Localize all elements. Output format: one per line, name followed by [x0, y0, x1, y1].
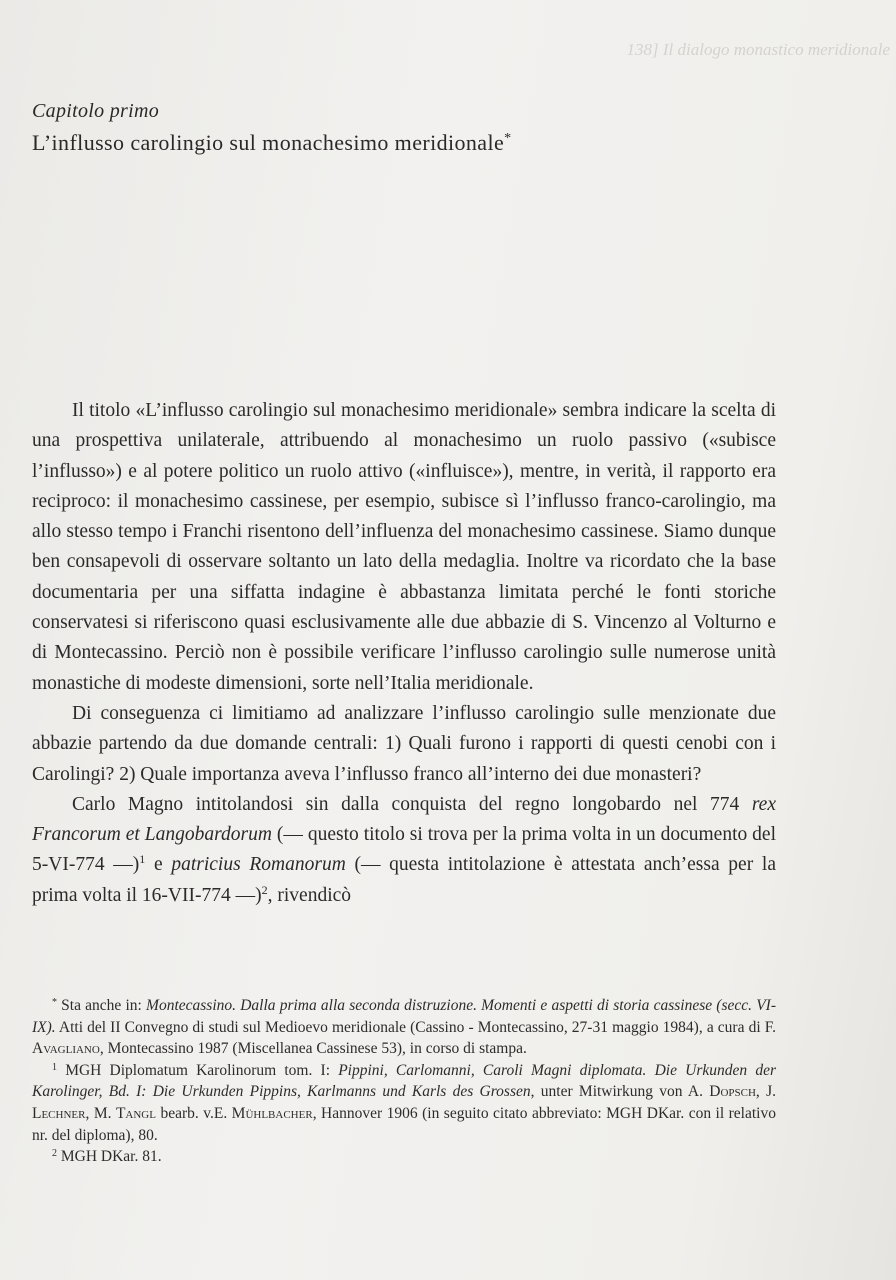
- footnote-2: [32, 1146, 776, 1168]
- footnote-star-mark: *: [52, 997, 57, 1008]
- bleed-through-header: 138] Il dialogo monastico meridionale: [626, 40, 890, 59]
- footnote-1: [32, 1060, 776, 1146]
- footnote-ref-1: 1: [139, 852, 146, 867]
- paragraph-3: [32, 790, 776, 911]
- fn1-tangl: Tangl: [115, 1104, 156, 1122]
- fn1-lechner: Lechner: [32, 1104, 86, 1122]
- fn1-dopsch: Dopsch: [709, 1083, 756, 1101]
- body-text: [32, 396, 776, 911]
- p3-text-d: (— questa intitolazione è attestata anch’essa per la prima volta il 16-VII-774 —): [32, 854, 776, 906]
- fn1-t6: , Hannover 1906 (in seguito citato abbreviato: MGH DKar. con il relativo nr. del diploma), 80.: [32, 1104, 776, 1144]
- chapter-label: Capitolo primo: [32, 100, 159, 122]
- footnote-star: [32, 995, 776, 1060]
- fn1-t3: , J.: [755, 1083, 776, 1101]
- fn1-t1: MGH Diplomatum Karolinorum tom. I:: [57, 1061, 339, 1079]
- footnotes: [32, 995, 776, 1168]
- p3-title-patricius: patricius Romanorum: [171, 854, 346, 876]
- footnote-2-mark: 2: [52, 1148, 57, 1160]
- chapter-title-footnote-mark: *: [504, 131, 512, 146]
- fn2-t1: MGH DKar. 81.: [57, 1148, 162, 1166]
- fn-star-t1: Sta anche in:: [57, 997, 147, 1014]
- fn-star-t3: , Montecassino 1987 (Miscellanea Cassinese 53), in corso di stampa.: [99, 1040, 527, 1058]
- p3-text-a: Carlo Magno intitolandosi sin dalla conquista del regno longobardo nel 774: [72, 793, 752, 815]
- chapter-title: [32, 130, 512, 156]
- chapter-title-text: L’influsso carolingio sul monachesimo meridionale: [32, 130, 505, 155]
- fn-star-title: Montecassino. Dalla prima alla seconda distruzione. Momenti e aspetti di storia cassinese (secc. VI-IX).: [32, 997, 776, 1036]
- p3-text-b: (— questo titolo si trova per la prima volta in un documento del 5-VI-774 —): [32, 824, 777, 876]
- paragraph-2: Di conseguenza ci limitiamo ad analizzare l’influsso carolingio sulle menzionate due abbazie partendo da due domande centrali: 1) Quali furono i rapporti di questi cenobi con i Carolingi? 2) Quale importanza aveva l’influsso franco all’interno dei due monasteri?: [32, 702, 776, 785]
- fn1-title: Pippini, Carlomanni, Caroli Magni diplomata. Die Urkunden der Karolinger, Bd. I: Die Urkunden Pippins, Karlmanns und Karls des Grossen: [32, 1061, 776, 1101]
- footnote-ref-2: 2: [261, 882, 268, 897]
- fn1-muhlbacher: Mühlbacher: [231, 1104, 313, 1122]
- p3-text-e: , rivendicò: [267, 884, 352, 906]
- p3-title-rex: rex Francorum et Langobardorum: [32, 793, 776, 846]
- fn1-t4: , M.: [85, 1104, 116, 1122]
- footnote-1-mark: 1: [52, 1061, 57, 1073]
- fn1-t2: , unter Mitwirkung von A.: [530, 1083, 710, 1101]
- p3-text-c: e: [145, 854, 172, 876]
- fn-star-t2: Atti del II Convegno di studi sul Medioevo meridionale (Cassino - Montecassino, 27-31 maggio 1984), a cura di F.: [55, 1018, 776, 1036]
- fn-star-author: Avagliano: [32, 1040, 100, 1058]
- paragraph-1: Il titolo «L’influsso carolingio sul monachesimo meridionale» sembra indicare la scelta di una prospettiva unilaterale, attribuendo al monachesimo un ruolo passivo («subisce l’influsso») e al potere politico un ruolo attivo («influisce»), mentre, in verità, il rapporto era reciproco: il monachesimo cassinese, per esempio, subisce sì l’influsso franco-carolingio, ma allo stesso tempo i Franchi risentono dell’influenza del monachesimo cassinese. Siamo dunque ben consapevoli di osservare soltanto un lato della medaglia. Inoltre va ricordato che la base documentaria per una siffatta indagine è abbastanza limitata perché le fonti storiche conservatesi si riferiscono quasi esclusivamente alle due abbazie di S. Vincenzo al Volturno e di Montecassino. Perciò non è possibile verificare l’influsso carolingio sulle numerose unità monastiche di modeste dimensioni, sorte nell’Italia meridionale.: [32, 400, 776, 694]
- fn1-t5: bearb. v.E.: [155, 1104, 232, 1122]
